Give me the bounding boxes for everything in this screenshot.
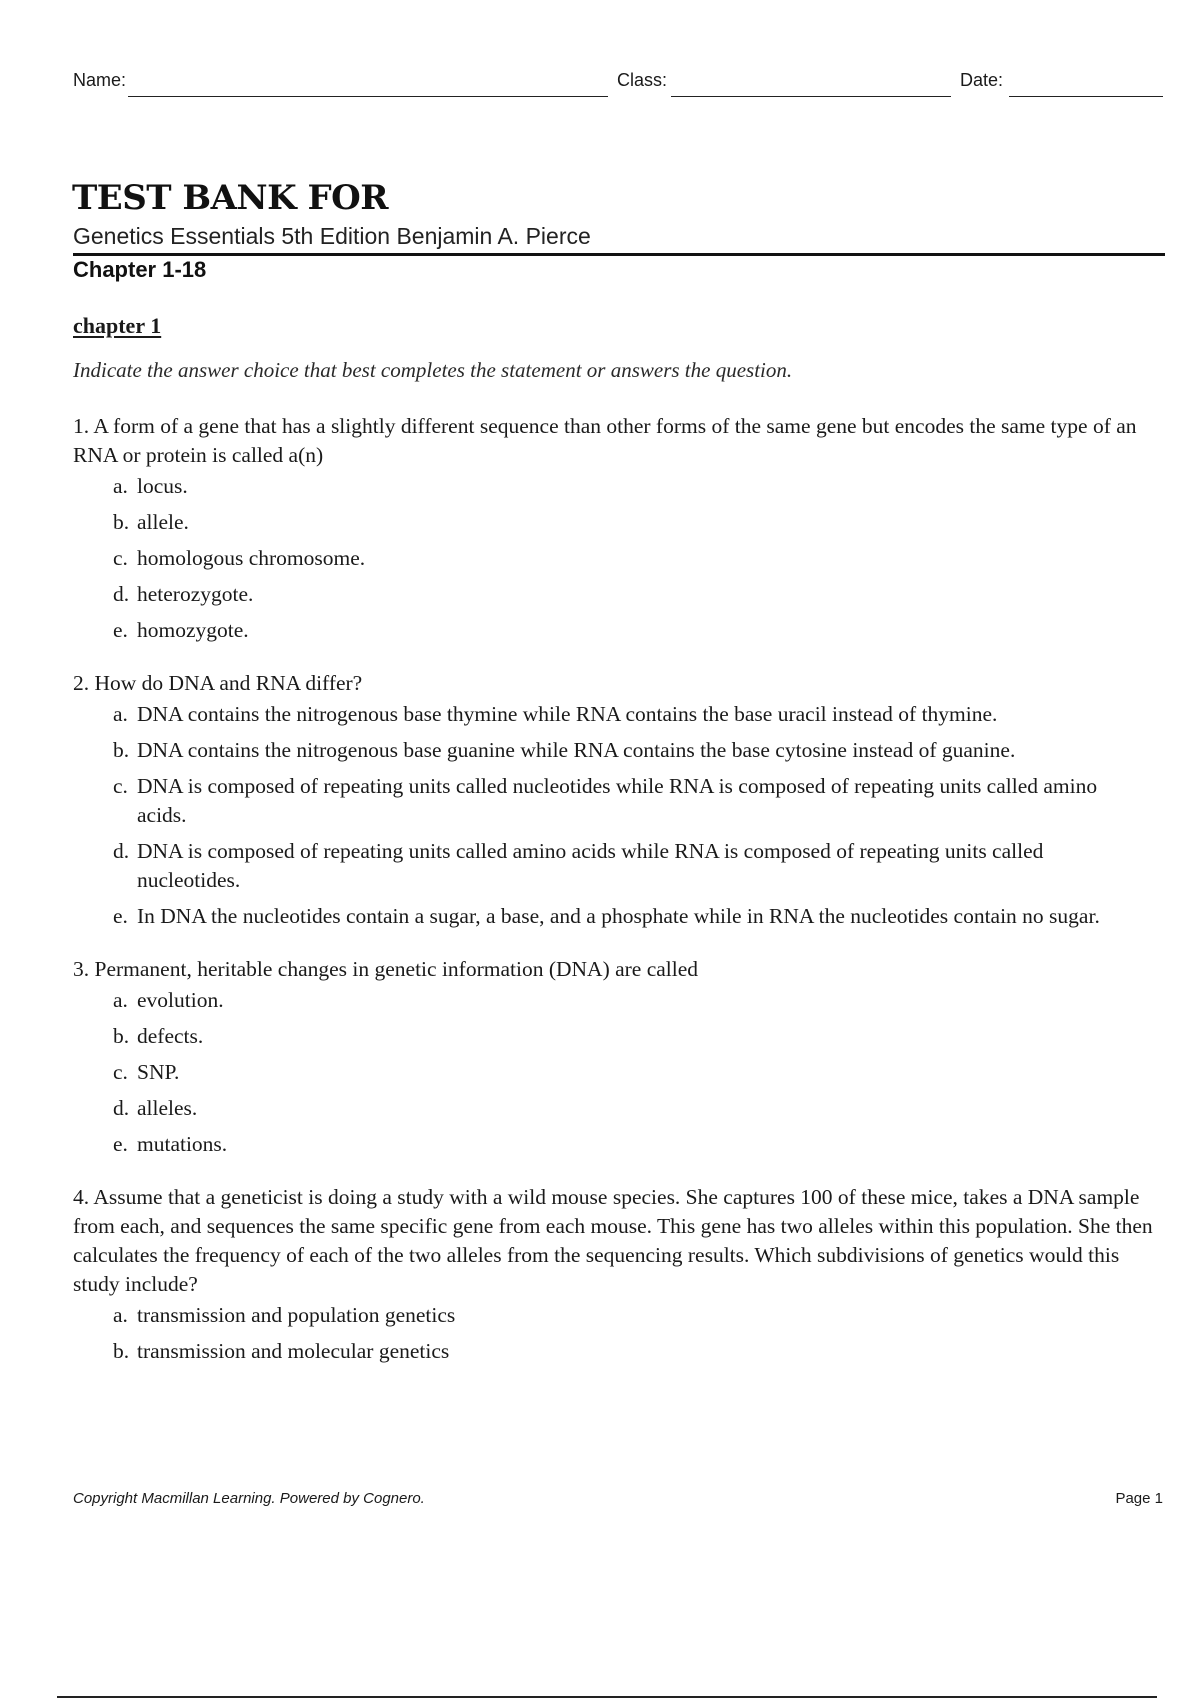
student-info-header <box>73 70 1163 100</box>
name-line <box>128 96 608 97</box>
choice-letter: e. <box>113 904 128 928</box>
question-text: How do DNA and RNA differ? <box>94 671 363 695</box>
choice-letter: c. <box>113 546 128 570</box>
class-line <box>671 96 951 97</box>
question-3 <box>73 955 1163 1159</box>
choice-text: DNA is composed of repeating units called amino acids while RNA is composed of repeating units called nucleotides. <box>137 839 1044 892</box>
question-text: A form of a gene that has a slightly different sequence than other forms of the same gene but encodes the same type of an RNA or protein is called a(n) <box>73 414 1137 467</box>
answer-choice <box>113 837 1163 895</box>
answer-choices <box>113 1301 1163 1366</box>
copyright-notice: Copyright Macmillan Learning. Powered by Cognero. <box>73 1490 425 1507</box>
answer-choice <box>113 1301 1163 1330</box>
choice-letter: a. <box>113 1303 128 1327</box>
answer-choices <box>113 472 1163 645</box>
answer-choice <box>113 472 1163 501</box>
question-stem <box>73 669 1158 698</box>
choice-letter: d. <box>113 1096 130 1120</box>
question-2 <box>73 669 1163 931</box>
choice-text: transmission and molecular genetics <box>137 1339 450 1363</box>
answer-choice <box>113 902 1163 931</box>
choice-letter: b. <box>113 738 130 762</box>
chapter-range: Chapter 1-18 <box>73 257 207 282</box>
question-list <box>73 412 1163 1390</box>
choice-letter: d. <box>113 839 130 863</box>
question-text: Permanent, heritable changes in genetic information (DNA) are called <box>94 957 699 981</box>
book-subtitle: Genetics Essentials 5th Edition Benjamin A. Pierce <box>73 223 591 249</box>
choice-text: transmission and population genetics <box>137 1303 456 1327</box>
choice-text: alleles. <box>137 1096 198 1120</box>
answer-choice <box>113 580 1163 609</box>
choice-text: mutations. <box>137 1132 228 1156</box>
choice-letter: b. <box>113 1339 130 1363</box>
date-label: Date: <box>960 70 1004 90</box>
instructions: Indicate the answer choice that best completes the statement or answers the question. <box>73 358 793 382</box>
class-label: Class: <box>617 70 668 90</box>
answer-choice <box>113 700 1163 729</box>
answer-choice <box>113 544 1163 573</box>
page-number: Page 1 <box>1115 1490 1163 1507</box>
choice-text: defects. <box>137 1024 204 1048</box>
choice-text: SNP. <box>137 1060 180 1084</box>
choice-text: homozygote. <box>137 618 249 642</box>
answer-choices <box>113 700 1163 931</box>
choice-letter: e. <box>113 1132 128 1156</box>
question-number: 1. <box>73 414 90 438</box>
choice-letter: d. <box>113 582 130 606</box>
question-stem <box>73 412 1158 470</box>
title-divider <box>73 253 1165 256</box>
question-stem <box>73 955 1158 984</box>
answer-choice <box>113 616 1163 645</box>
choice-text: homologous chromosome. <box>137 546 366 570</box>
question-number: 4. <box>73 1185 90 1209</box>
answer-choices <box>113 986 1163 1159</box>
answer-choice <box>113 986 1163 1015</box>
question-1 <box>73 412 1163 645</box>
choice-letter: b. <box>113 510 130 534</box>
answer-choice <box>113 508 1163 537</box>
answer-choice <box>113 1094 1163 1123</box>
answer-choice <box>113 1130 1163 1159</box>
choice-text: evolution. <box>137 988 224 1012</box>
bottom-divider <box>57 1696 1157 1698</box>
answer-choice <box>113 772 1163 830</box>
question-4 <box>73 1183 1163 1366</box>
choice-text: locus. <box>137 474 188 498</box>
choice-letter: a. <box>113 474 128 498</box>
page-title: TEST BANK FOR <box>72 178 389 218</box>
answer-choice <box>113 1337 1163 1366</box>
choice-text: DNA is composed of repeating units called nucleotides while RNA is composed of repeating units called amino acids. <box>137 774 1098 827</box>
name-label: Name: <box>73 70 127 90</box>
choice-text: In DNA the nucleotides contain a sugar, a base, and a phosphate while in RNA the nucleotides contain no sugar. <box>137 904 1100 928</box>
question-stem <box>73 1183 1158 1299</box>
choice-letter: c. <box>113 774 128 798</box>
choice-letter: a. <box>113 702 128 726</box>
choice-text: heterozygote. <box>137 582 254 606</box>
choice-letter: e. <box>113 618 128 642</box>
question-text: Assume that a geneticist is doing a study with a wild mouse species. She captures 100 of these mice, takes a DNA sample from each, and sequences the same specific gene from each mouse. This gene has two alleles within this population. She then calculates the frequency of each of the two alleles from the sequencing results. Which subdivisions of genetics would this study include? <box>73 1185 1153 1296</box>
choice-letter: a. <box>113 988 128 1012</box>
choice-text: allele. <box>137 510 189 534</box>
question-number: 2. <box>73 671 90 695</box>
answer-choice <box>113 1058 1163 1087</box>
answer-choice <box>113 1022 1163 1051</box>
chapter-heading: chapter 1 <box>73 313 162 338</box>
choice-letter: b. <box>113 1024 130 1048</box>
answer-choice <box>113 736 1163 765</box>
date-line <box>1009 96 1163 97</box>
choice-letter: c. <box>113 1060 128 1084</box>
page-footer <box>73 1490 1163 1510</box>
choice-text: DNA contains the nitrogenous base guanine while RNA contains the base cytosine instead of guanine. <box>137 738 1016 762</box>
question-number: 3. <box>73 957 90 981</box>
choice-text: DNA contains the nitrogenous base thymine while RNA contains the base uracil instead of thymine. <box>137 702 998 726</box>
